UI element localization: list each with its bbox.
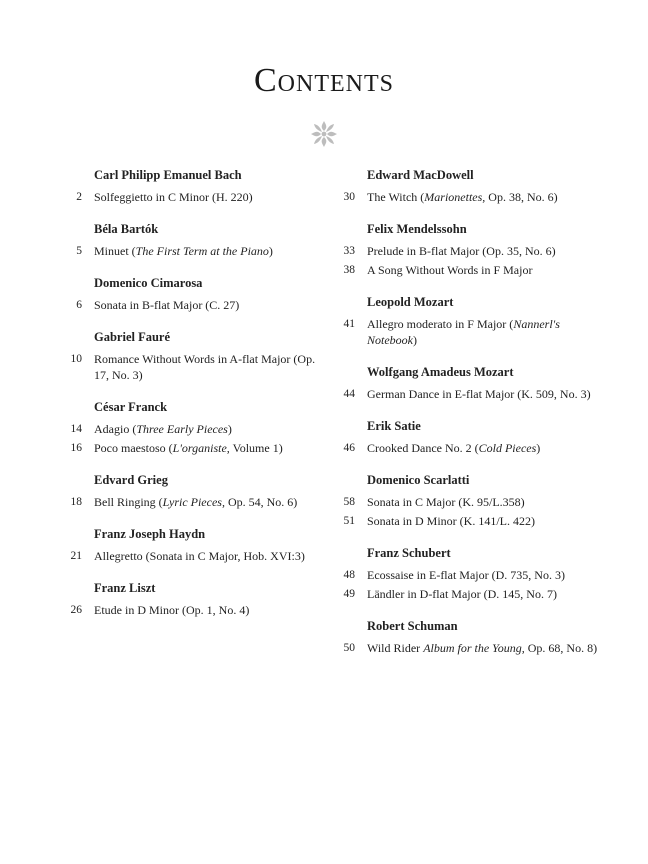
page-number: 18 xyxy=(70,496,82,508)
work-title-text: ) xyxy=(227,422,232,436)
work-collection-title: Cold Pieces xyxy=(478,441,537,455)
contents-left-column xyxy=(62,168,332,635)
contents-entry[interactable] xyxy=(62,243,332,259)
composer-section xyxy=(62,330,332,383)
work-title-text: Bell Ringing ( xyxy=(94,495,163,509)
work-collection-title: Marionettes, xyxy=(424,190,486,204)
floral-ornament-icon xyxy=(309,119,339,149)
page-title: Contents xyxy=(253,62,394,99)
contents-entry[interactable] xyxy=(62,351,332,383)
composer-section xyxy=(62,581,332,618)
contents-entry[interactable] xyxy=(335,440,605,456)
work-title xyxy=(367,567,605,583)
work-title-text: Allegro moderato in F Major ( xyxy=(367,317,514,331)
work-title-text: German Dance in E-flat Major (K. 509, No. 3) xyxy=(367,387,591,401)
page-number: 46 xyxy=(343,442,355,454)
contents-entry[interactable] xyxy=(335,189,605,205)
contents-entry[interactable] xyxy=(62,494,332,510)
composer-section xyxy=(62,400,332,456)
work-title-text: Sonata in D Minor (K. 141/L. 422) xyxy=(367,514,535,528)
contents-entry[interactable] xyxy=(335,513,605,529)
page-number: 38 xyxy=(343,264,355,276)
composer-name: César Franck xyxy=(94,400,168,414)
page-number: 21 xyxy=(70,550,82,562)
composer-name: Gabriel Fauré xyxy=(94,330,171,344)
contents-entry[interactable] xyxy=(335,316,605,348)
composer-section xyxy=(335,619,605,656)
work-title xyxy=(367,243,605,259)
composer-section xyxy=(62,473,332,510)
contents-entry[interactable] xyxy=(62,548,332,564)
composer-section xyxy=(335,295,605,348)
work-title-text: Prelude in B-flat Major (Op. 35, No. 6) xyxy=(367,244,556,258)
work-title-text: Ländler in D-flat Major (D. 145, No. 7) xyxy=(367,587,557,601)
work-title-text: Op. 68, No. 8) xyxy=(524,641,598,655)
contents-entry[interactable] xyxy=(62,602,332,618)
contents-entry[interactable] xyxy=(62,440,332,456)
composer-section xyxy=(62,168,332,205)
work-title-text: Sonata in B-flat Major (C. 27) xyxy=(94,298,240,312)
work-title-text: Etude in D Minor (Op. 1, No. 4) xyxy=(94,603,250,617)
work-title-text: Op. 38, No. 6) xyxy=(485,190,558,204)
contents-entry[interactable] xyxy=(335,567,605,583)
contents-entry[interactable] xyxy=(62,189,332,205)
composer-name: Carl Philipp Emanuel Bach xyxy=(94,168,242,182)
work-title-text: Poco maestoso ( xyxy=(94,441,173,455)
contents-entry[interactable] xyxy=(62,421,332,437)
page-number: 30 xyxy=(343,191,355,203)
composer-name: Franz Liszt xyxy=(94,581,156,595)
page-number: 41 xyxy=(343,318,355,330)
work-title xyxy=(94,494,332,510)
work-title xyxy=(367,586,605,602)
page-number: 5 xyxy=(76,245,82,257)
work-collection-title: Lyric Pieces, xyxy=(162,495,225,509)
work-title-text: Crooked Dance No. 2 ( xyxy=(367,441,479,455)
page-number: 2 xyxy=(76,191,82,203)
composer-name: Felix Mendelssohn xyxy=(367,222,467,236)
work-title-text: Wild Rider xyxy=(367,641,424,655)
page-number: 14 xyxy=(70,423,82,435)
contents-entry[interactable] xyxy=(335,494,605,510)
work-title xyxy=(367,262,605,278)
work-title-text: Ecossaise in E-flat Major (D. 735, No. 3) xyxy=(367,568,565,582)
work-title xyxy=(94,440,332,456)
page-number: 49 xyxy=(343,588,355,600)
work-title xyxy=(367,494,605,510)
work-title xyxy=(367,513,605,529)
contents-entry[interactable] xyxy=(335,586,605,602)
contents-entry[interactable] xyxy=(335,386,605,402)
page-number: 10 xyxy=(70,353,82,365)
work-title-text: Minuet ( xyxy=(94,244,136,258)
composer-name: Edward MacDowell xyxy=(367,168,474,182)
page-number: 44 xyxy=(343,388,355,400)
work-title xyxy=(367,189,605,205)
work-title xyxy=(367,640,605,656)
work-title-text: Romance Without Words in A-flat Major (Op. 17, No. 3) xyxy=(94,352,316,382)
page-number: 26 xyxy=(70,604,82,616)
page-number: 58 xyxy=(343,496,355,508)
page-number: 48 xyxy=(343,569,355,581)
work-title-text: Volume 1) xyxy=(229,441,283,455)
work-title-text: ) xyxy=(536,441,541,455)
work-title xyxy=(94,243,332,259)
work-collection-title: Album for the Young, xyxy=(423,641,525,655)
work-title-text: Adagio ( xyxy=(94,422,137,436)
work-title xyxy=(367,386,605,402)
composer-name: Franz Joseph Haydn xyxy=(94,527,206,541)
work-title-text: ) xyxy=(413,333,417,347)
composer-section xyxy=(335,168,605,205)
composer-section xyxy=(335,222,605,278)
page-number: 50 xyxy=(343,642,355,654)
work-collection-title: The First Term at the Piano xyxy=(135,244,269,258)
composer-section xyxy=(335,473,605,529)
work-title xyxy=(367,440,605,456)
composer-name: Erik Satie xyxy=(367,419,421,433)
work-title-text: Op. 54, No. 6) xyxy=(224,495,298,509)
contents-entry[interactable] xyxy=(335,262,605,278)
composer-name: Robert Schuman xyxy=(367,619,458,633)
composer-section xyxy=(62,222,332,259)
composer-name: Domenico Cimarosa xyxy=(94,276,203,290)
composer-section xyxy=(62,527,332,564)
work-title xyxy=(94,351,332,383)
work-title-text: Solfeggietto in C Minor (H. 220) xyxy=(94,190,253,204)
composer-section xyxy=(335,419,605,456)
work-title xyxy=(94,548,332,564)
contents-right-column xyxy=(335,168,605,673)
contents-entry[interactable] xyxy=(62,297,332,313)
work-title-text: Sonata in C Major (K. 95/L.358) xyxy=(367,495,525,509)
composer-name: Franz Schubert xyxy=(367,546,451,560)
composer-section xyxy=(335,546,605,602)
work-title xyxy=(94,421,332,437)
page-number: 16 xyxy=(70,442,82,454)
composer-name: Domenico Scarlatti xyxy=(367,473,470,487)
work-title-text: Allegretto (Sonata in C Major, Hob. XVI:3) xyxy=(94,549,305,563)
work-title xyxy=(94,297,332,313)
composer-section xyxy=(62,276,332,313)
work-title xyxy=(367,316,605,348)
composer-name: Béla Bartók xyxy=(94,222,159,236)
work-collection-title: Nannerl's Notebook xyxy=(367,317,560,347)
composer-name: Edvard Grieg xyxy=(94,473,168,487)
page-number: 51 xyxy=(343,515,355,527)
work-collection-title: L'organiste, xyxy=(172,441,230,455)
page-number: 33 xyxy=(343,245,355,257)
contents-entry[interactable] xyxy=(335,243,605,259)
composer-name: Wolfgang Amadeus Mozart xyxy=(367,365,514,379)
work-title-text: ) xyxy=(268,244,273,258)
composer-name: Leopold Mozart xyxy=(367,295,454,309)
work-title xyxy=(94,602,332,618)
work-collection-title: Three Early Pieces xyxy=(136,422,228,436)
contents-entry[interactable] xyxy=(335,640,605,656)
work-title-text: The Witch ( xyxy=(367,190,425,204)
composer-section xyxy=(335,365,605,402)
work-title xyxy=(94,189,332,205)
page-number: 6 xyxy=(76,299,82,311)
work-title-text: A Song Without Words in F Major xyxy=(367,263,533,277)
